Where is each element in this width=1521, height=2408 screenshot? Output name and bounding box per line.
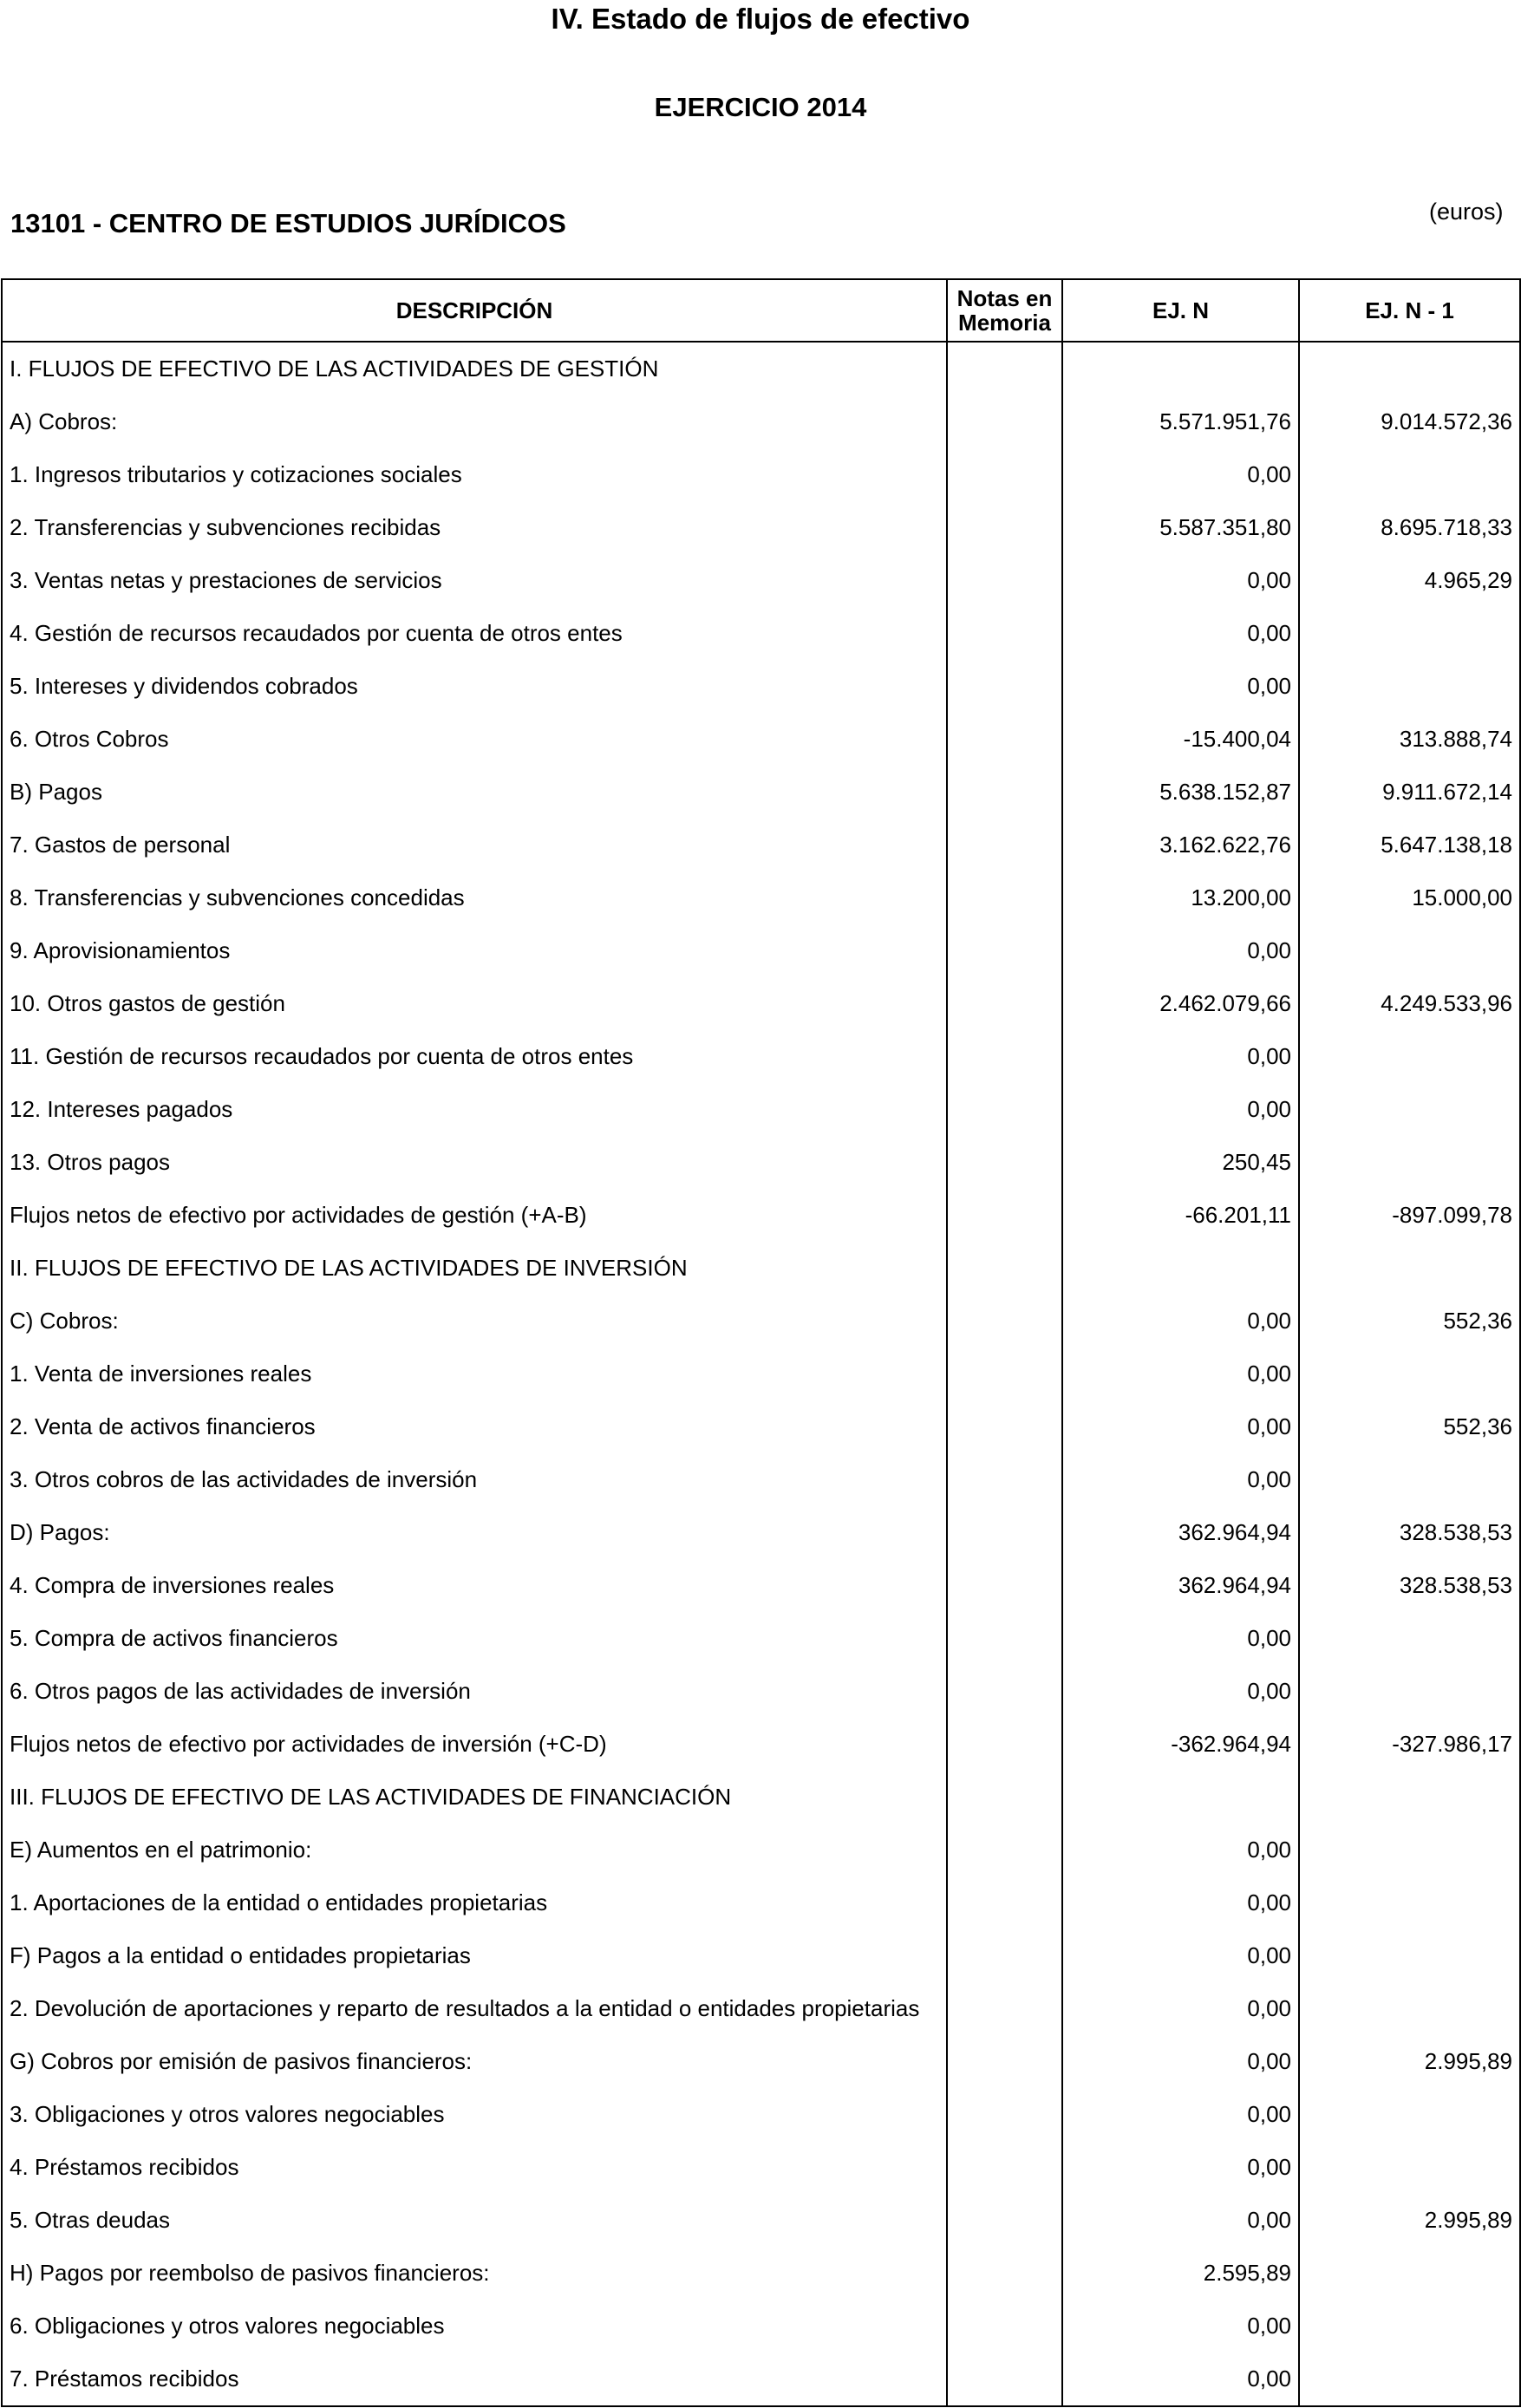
row-value-previous-year: 8.695.718,33: [1299, 501, 1520, 554]
table-row: [2, 1453, 1520, 1506]
row-value-current-year: -362.964,94: [1062, 1718, 1299, 1771]
row-value-previous-year: [1299, 1136, 1520, 1189]
row-description: 2. Devolución de aportaciones y reparto de resultados a la entidad o entidades propietarias: [2, 1982, 947, 2035]
row-description: 8. Transferencias y subvenciones concedidas: [2, 871, 947, 924]
row-value-current-year: 0,00: [1062, 448, 1299, 501]
row-notes: [947, 395, 1062, 448]
row-notes: [947, 1030, 1062, 1083]
row-description: 7. Gastos de personal: [2, 819, 947, 871]
row-value-previous-year: [1299, 1771, 1520, 1824]
table-body: [2, 342, 1520, 2406]
table-row: [2, 1242, 1520, 1295]
row-value-previous-year: 2.995,89: [1299, 2194, 1520, 2247]
row-value-previous-year: 4.249.533,96: [1299, 977, 1520, 1030]
row-value-current-year: 0,00: [1062, 607, 1299, 660]
row-value-current-year: 0,00: [1062, 1665, 1299, 1718]
row-value-previous-year: [1299, 1348, 1520, 1400]
row-value-current-year: 13.200,00: [1062, 871, 1299, 924]
table-row: [2, 395, 1520, 448]
row-value-previous-year: -897.099,78: [1299, 1189, 1520, 1242]
column-header-notes-line1: Notas en: [956, 285, 1053, 311]
row-description: 4. Gestión de recursos recaudados por cuenta de otros entes: [2, 607, 947, 660]
table-row: [2, 766, 1520, 819]
row-notes: [947, 1083, 1062, 1136]
row-description: 6. Otros Cobros: [2, 713, 947, 766]
table-row: [2, 1929, 1520, 1982]
row-value-previous-year: [1299, 2141, 1520, 2194]
table-row: [2, 607, 1520, 660]
row-value-current-year: 0,00: [1062, 2353, 1299, 2406]
table-row: [2, 819, 1520, 871]
row-value-current-year: 0,00: [1062, 2300, 1299, 2353]
table-row: [2, 2035, 1520, 2088]
row-notes: [947, 342, 1062, 395]
row-value-current-year: 0,00: [1062, 1453, 1299, 1506]
row-value-current-year: -66.201,11: [1062, 1189, 1299, 1242]
row-description: Flujos netos de efectivo por actividades de gestión (+A-B): [2, 1189, 947, 1242]
row-value-previous-year: [1299, 342, 1520, 395]
row-value-previous-year: 552,36: [1299, 1295, 1520, 1348]
row-value-previous-year: [1299, 1665, 1520, 1718]
table-row: [2, 1030, 1520, 1083]
row-value-current-year: 0,00: [1062, 1030, 1299, 1083]
table-row: [2, 1824, 1520, 1876]
header-row: [2, 279, 1520, 342]
row-value-current-year: 0,00: [1062, 2088, 1299, 2141]
column-header-notes: [947, 279, 1062, 342]
table-row: [2, 1295, 1520, 1348]
row-value-previous-year: 328.538,53: [1299, 1559, 1520, 1612]
row-description: Flujos netos de efectivo por actividades de inversión (+C-D): [2, 1718, 947, 1771]
row-description: 2. Transferencias y subvenciones recibidas: [2, 501, 947, 554]
row-description: 2. Venta de activos financieros: [2, 1400, 947, 1453]
table-row: [2, 1771, 1520, 1824]
row-notes: [947, 1612, 1062, 1665]
row-description: 5. Intereses y dividendos cobrados: [2, 660, 947, 713]
row-value-current-year: 5.571.951,76: [1062, 395, 1299, 448]
table-row: [2, 1189, 1520, 1242]
row-notes: [947, 1665, 1062, 1718]
row-value-current-year: 0,00: [1062, 554, 1299, 607]
row-notes: [947, 448, 1062, 501]
row-value-previous-year: [1299, 448, 1520, 501]
row-value-current-year: 0,00: [1062, 2035, 1299, 2088]
row-value-previous-year: 2.995,89: [1299, 2035, 1520, 2088]
row-description: 13. Otros pagos: [2, 1136, 947, 1189]
table-row: [2, 871, 1520, 924]
row-description: D) Pagos:: [2, 1506, 947, 1559]
table-row: [2, 501, 1520, 554]
row-description: 3. Obligaciones y otros valores negociables: [2, 2088, 947, 2141]
table-row: [2, 2088, 1520, 2141]
table-row: [2, 1718, 1520, 1771]
row-value-current-year: 0,00: [1062, 1876, 1299, 1929]
row-description: F) Pagos a la entidad o entidades propietarias: [2, 1929, 947, 1982]
row-value-current-year: 0,00: [1062, 1824, 1299, 1876]
row-value-previous-year: [1299, 1612, 1520, 1665]
row-value-previous-year: 15.000,00: [1299, 871, 1520, 924]
row-notes: [947, 501, 1062, 554]
row-description: 1. Aportaciones de la entidad o entidades propietarias: [2, 1876, 947, 1929]
row-notes: [947, 1242, 1062, 1295]
fiscal-year-heading: EJERCICIO 2014: [654, 92, 867, 122]
table-row: [2, 2353, 1520, 2406]
row-description: 5. Otras deudas: [2, 2194, 947, 2247]
table-row: [2, 713, 1520, 766]
row-notes: [947, 1876, 1062, 1929]
row-description: E) Aumentos en el patrimonio:: [2, 1824, 947, 1876]
row-notes: [947, 1189, 1062, 1242]
table-row: [2, 2300, 1520, 2353]
row-value-current-year: -15.400,04: [1062, 713, 1299, 766]
row-value-previous-year: 328.538,53: [1299, 1506, 1520, 1559]
row-description: 1. Ingresos tributarios y cotizaciones sociales: [2, 448, 947, 501]
row-notes: [947, 2194, 1062, 2247]
row-notes: [947, 977, 1062, 1030]
table-row: [2, 554, 1520, 607]
row-notes: [947, 607, 1062, 660]
row-value-previous-year: [1299, 924, 1520, 977]
row-value-current-year: 0,00: [1062, 1348, 1299, 1400]
row-notes: [947, 819, 1062, 871]
row-notes: [947, 1348, 1062, 1400]
table-row: [2, 977, 1520, 1030]
row-value-current-year: 0,00: [1062, 1929, 1299, 1982]
table-row: [2, 1982, 1520, 2035]
column-header-current-year: EJ. N: [1062, 279, 1299, 342]
row-description: A) Cobros:: [2, 395, 947, 448]
row-value-previous-year: [1299, 660, 1520, 713]
row-notes: [947, 766, 1062, 819]
table-row: [2, 660, 1520, 713]
row-value-previous-year: [1299, 1824, 1520, 1876]
row-value-previous-year: 5.647.138,18: [1299, 819, 1520, 871]
row-value-current-year: 2.462.079,66: [1062, 977, 1299, 1030]
table-row: [2, 2194, 1520, 2247]
table-row: [2, 1136, 1520, 1189]
table-row: [2, 1559, 1520, 1612]
row-notes: [947, 924, 1062, 977]
row-description: H) Pagos por reembolso de pasivos financieros:: [2, 2247, 947, 2300]
row-description: 3. Ventas netas y prestaciones de servicios: [2, 554, 947, 607]
row-notes: [947, 1400, 1062, 1453]
row-value-previous-year: 4.965,29: [1299, 554, 1520, 607]
table-row: [2, 1506, 1520, 1559]
row-notes: [947, 2247, 1062, 2300]
column-header-previous-year: EJ. N - 1: [1299, 279, 1520, 342]
row-notes: [947, 1136, 1062, 1189]
row-notes: [947, 1718, 1062, 1771]
table-row: [2, 1612, 1520, 1665]
row-value-previous-year: [1299, 2353, 1520, 2406]
row-description: 1. Venta de inversiones reales: [2, 1348, 947, 1400]
table-header: [2, 279, 1520, 342]
row-description: 7. Préstamos recibidos: [2, 2353, 947, 2406]
row-value-previous-year: [1299, 1929, 1520, 1982]
row-value-previous-year: [1299, 607, 1520, 660]
row-description: 3. Otros cobros de las actividades de inversión: [2, 1453, 947, 1506]
row-value-current-year: 0,00: [1062, 2194, 1299, 2247]
row-description: 9. Aprovisionamientos: [2, 924, 947, 977]
table-row: [2, 1400, 1520, 1453]
row-value-previous-year: [1299, 2300, 1520, 2353]
column-header-notes-line2: Memoria: [958, 310, 1051, 336]
row-value-current-year: 5.587.351,80: [1062, 501, 1299, 554]
row-value-previous-year: -327.986,17: [1299, 1718, 1520, 1771]
row-value-previous-year: [1299, 2088, 1520, 2141]
row-value-current-year: [1062, 342, 1299, 395]
row-notes: [947, 871, 1062, 924]
row-notes: [947, 1982, 1062, 2035]
row-value-current-year: 0,00: [1062, 1982, 1299, 2035]
table-row: [2, 924, 1520, 977]
row-notes: [947, 1824, 1062, 1876]
table-row: [2, 1348, 1520, 1400]
row-value-previous-year: [1299, 1876, 1520, 1929]
row-value-previous-year: [1299, 1982, 1520, 2035]
row-value-current-year: [1062, 1771, 1299, 1824]
report-title: IV. Estado de flujos de efectivo: [551, 3, 970, 35]
row-description: I. FLUJOS DE EFECTIVO DE LAS ACTIVIDADES DE GESTIÓN: [2, 342, 947, 395]
row-description: 4. Compra de inversiones reales: [2, 1559, 947, 1612]
row-value-current-year: 0,00: [1062, 924, 1299, 977]
row-description: 12. Intereses pagados: [2, 1083, 947, 1136]
row-description: III. FLUJOS DE EFECTIVO DE LAS ACTIVIDADES DE FINANCIACIÓN: [2, 1771, 947, 1824]
table-row: [2, 1876, 1520, 1929]
row-notes: [947, 2035, 1062, 2088]
row-value-previous-year: [1299, 1030, 1520, 1083]
row-description: 4. Préstamos recibidos: [2, 2141, 947, 2194]
row-value-current-year: 362.964,94: [1062, 1506, 1299, 1559]
row-value-current-year: 3.162.622,76: [1062, 819, 1299, 871]
row-notes: [947, 2300, 1062, 2353]
row-description: 6. Otros pagos de las actividades de inversión: [2, 1665, 947, 1718]
row-description: 10. Otros gastos de gestión: [2, 977, 947, 1030]
row-value-current-year: 0,00: [1062, 1083, 1299, 1136]
table-row: [2, 1083, 1520, 1136]
row-value-previous-year: [1299, 1083, 1520, 1136]
row-value-previous-year: 552,36: [1299, 1400, 1520, 1453]
row-notes: [947, 1295, 1062, 1348]
row-value-current-year: 0,00: [1062, 660, 1299, 713]
table-row: [2, 342, 1520, 395]
row-value-previous-year: 9.014.572,36: [1299, 395, 1520, 448]
row-value-current-year: 5.638.152,87: [1062, 766, 1299, 819]
row-description: II. FLUJOS DE EFECTIVO DE LAS ACTIVIDADES DE INVERSIÓN: [2, 1242, 947, 1295]
row-value-current-year: 0,00: [1062, 1400, 1299, 1453]
row-description: G) Cobros por emisión de pasivos financieros:: [2, 2035, 947, 2088]
table-row: [2, 2141, 1520, 2194]
row-notes: [947, 1929, 1062, 1982]
row-notes: [947, 2141, 1062, 2194]
row-notes: [947, 713, 1062, 766]
row-notes: [947, 660, 1062, 713]
row-value-previous-year: [1299, 1453, 1520, 1506]
row-notes: [947, 1453, 1062, 1506]
table-row: [2, 2247, 1520, 2300]
row-notes: [947, 554, 1062, 607]
row-notes: [947, 2353, 1062, 2406]
row-description: 11. Gestión de recursos recaudados por cuenta de otros entes: [2, 1030, 947, 1083]
row-description: B) Pagos: [2, 766, 947, 819]
row-value-current-year: 0,00: [1062, 2141, 1299, 2194]
row-value-current-year: 0,00: [1062, 1295, 1299, 1348]
row-value-current-year: [1062, 1242, 1299, 1295]
row-value-current-year: 0,00: [1062, 1612, 1299, 1665]
row-description: C) Cobros:: [2, 1295, 947, 1348]
entity-name: 13101 - CENTRO DE ESTUDIOS JURÍDICOS: [10, 208, 566, 238]
row-notes: [947, 2088, 1062, 2141]
row-notes: [947, 1771, 1062, 1824]
table-row: [2, 448, 1520, 501]
cash-flow-table: [1, 278, 1521, 2407]
row-value-previous-year: [1299, 1242, 1520, 1295]
row-value-previous-year: 313.888,74: [1299, 713, 1520, 766]
row-value-current-year: 250,45: [1062, 1136, 1299, 1189]
row-value-previous-year: 9.911.672,14: [1299, 766, 1520, 819]
table-row: [2, 1665, 1520, 1718]
row-value-current-year: 2.595,89: [1062, 2247, 1299, 2300]
row-value-previous-year: [1299, 2247, 1520, 2300]
row-notes: [947, 1559, 1062, 1612]
row-value-current-year: 362.964,94: [1062, 1559, 1299, 1612]
row-description: 5. Compra de activos financieros: [2, 1612, 947, 1665]
row-description: 6. Obligaciones y otros valores negociables: [2, 2300, 947, 2353]
currency-units: (euros): [1429, 199, 1504, 225]
row-notes: [947, 1506, 1062, 1559]
column-header-description: DESCRIPCIÓN: [2, 279, 947, 342]
